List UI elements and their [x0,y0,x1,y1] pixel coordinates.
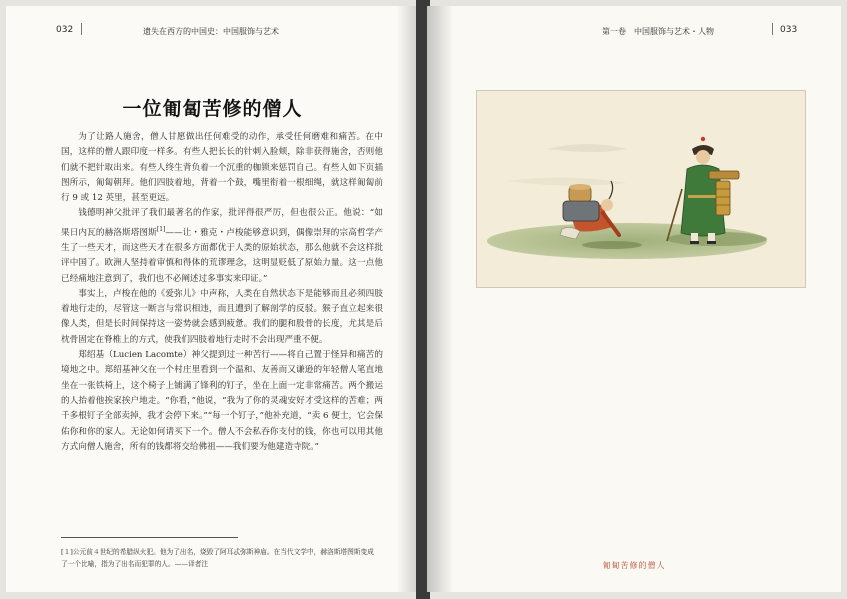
illustration-caption: 匍匐苦修的僧人 [602,561,666,570]
running-title-left: 遗失在西方的中国史：中国服饰与艺术 [143,27,279,36]
right-page [427,6,841,592]
footnote-marker[interactable]: [1] [156,225,166,233]
page-number-right: 033 [780,25,798,35]
paragraph-3: 事实上，卢梭在他的《爱弥儿》中声称，人类在自然状态下是能够而且必须四肢着地行走的，尽管这一断言与常识相违，而且遭到了解剖学的反驳。猴子直立起来很像人类，但是长时间保持这一姿势就会感到疲惫。我们的腿和股骨的长度，尤其是后枕骨固定在脊椎上的方式，使我们四肢着地行走时不会出现严重不便。 [61,288,383,345]
paragraph-2-end: ——让・雅克・卢梭能够意识到，偶像崇拜的宗高哲学产生了一些天才，而这些天才在很多方面都优于人类的原始状态，那么他就不会这样批评中国了。欧洲人坚持着审慎和得体的荒谬理念，这明显贬低了原始力量。这一点他已经痛地注意到了，我们也不必阐述过多事实来印证。” [61,227,383,284]
chapter-title: 一位匍匐苦修的僧人 [122,98,303,120]
paragraph-1: 为了让路人施舍，僧人甘愿做出任何难受的动作，承受任何磨难和痛苦。在中国，这样的僧人跟印度一样多。有些人把长长的针刺入脸颊，除非获得施舍，否则他们就不把针取出来。有些人终生背负着一个沉重的枷锁来惩罚自己。有些人如下页插图所示，匍匐朝拜。他们四肢着地，背着一个鼓，嘴里衔着一根细绳，就这样匍匐前行 9 或 12 英里，甚至更远。 [61,132,383,204]
left-page [6,6,419,592]
page-number-left: 032 [56,25,74,35]
crawling-monk-illustration [477,91,805,287]
paragraph-2 [61,206,383,286]
paragraph-4: 郑绍基（Lucien Lacomte）神父提到过一种苦行——将自己置于怪异和痛苦的境地之中。郑绍基神父在一个村庄里看到一个温和、友善而又谦逊的年轻僧人笔直地坐在一张铁椅上，这个椅子上铺满了锋利的钉子，坐在上面一定非常痛苦。两个搬运的人抬着他挨家挨户地走。“你看，”他说，“我为了你的灵魂安好才受这样的苦难；两千多根钉子全部卖掉，我才会停下来。”“每一个钉子，”他补充道，“卖 6 便士，它会保佑你和你的家人。无论如何请买下一个。僧人不会私吞你支付的钱，你也可以用其他方式向僧人施舍，所有的钱都将交给佛祖——我们要为他建造寺院。” [61,350,383,452]
footnote: [１]公元前４世纪的希腊纵火犯。他为了出名，烧毁了阿耳忒弥斯神庙。在当代文学中，赫洛斯塔图斯变成了一个比喻，指为了出名而犯罪的人。——译者注 [61,548,374,568]
header-divider-right [772,23,773,35]
header-divider-left [81,23,82,35]
gutter-shadow-right [427,6,453,592]
running-title-right: 第一卷 中国服饰与艺术・人物 [602,27,714,36]
body-text [61,130,383,455]
footnote-rule [61,537,238,538]
paragraph-2-start: 钱德明神父批评了我们最著名的作家，批评得很严厉，但也很公正。他说：“如果日内瓦的赫洛斯塔图斯 [61,208,383,238]
illustration-plate [476,90,806,288]
